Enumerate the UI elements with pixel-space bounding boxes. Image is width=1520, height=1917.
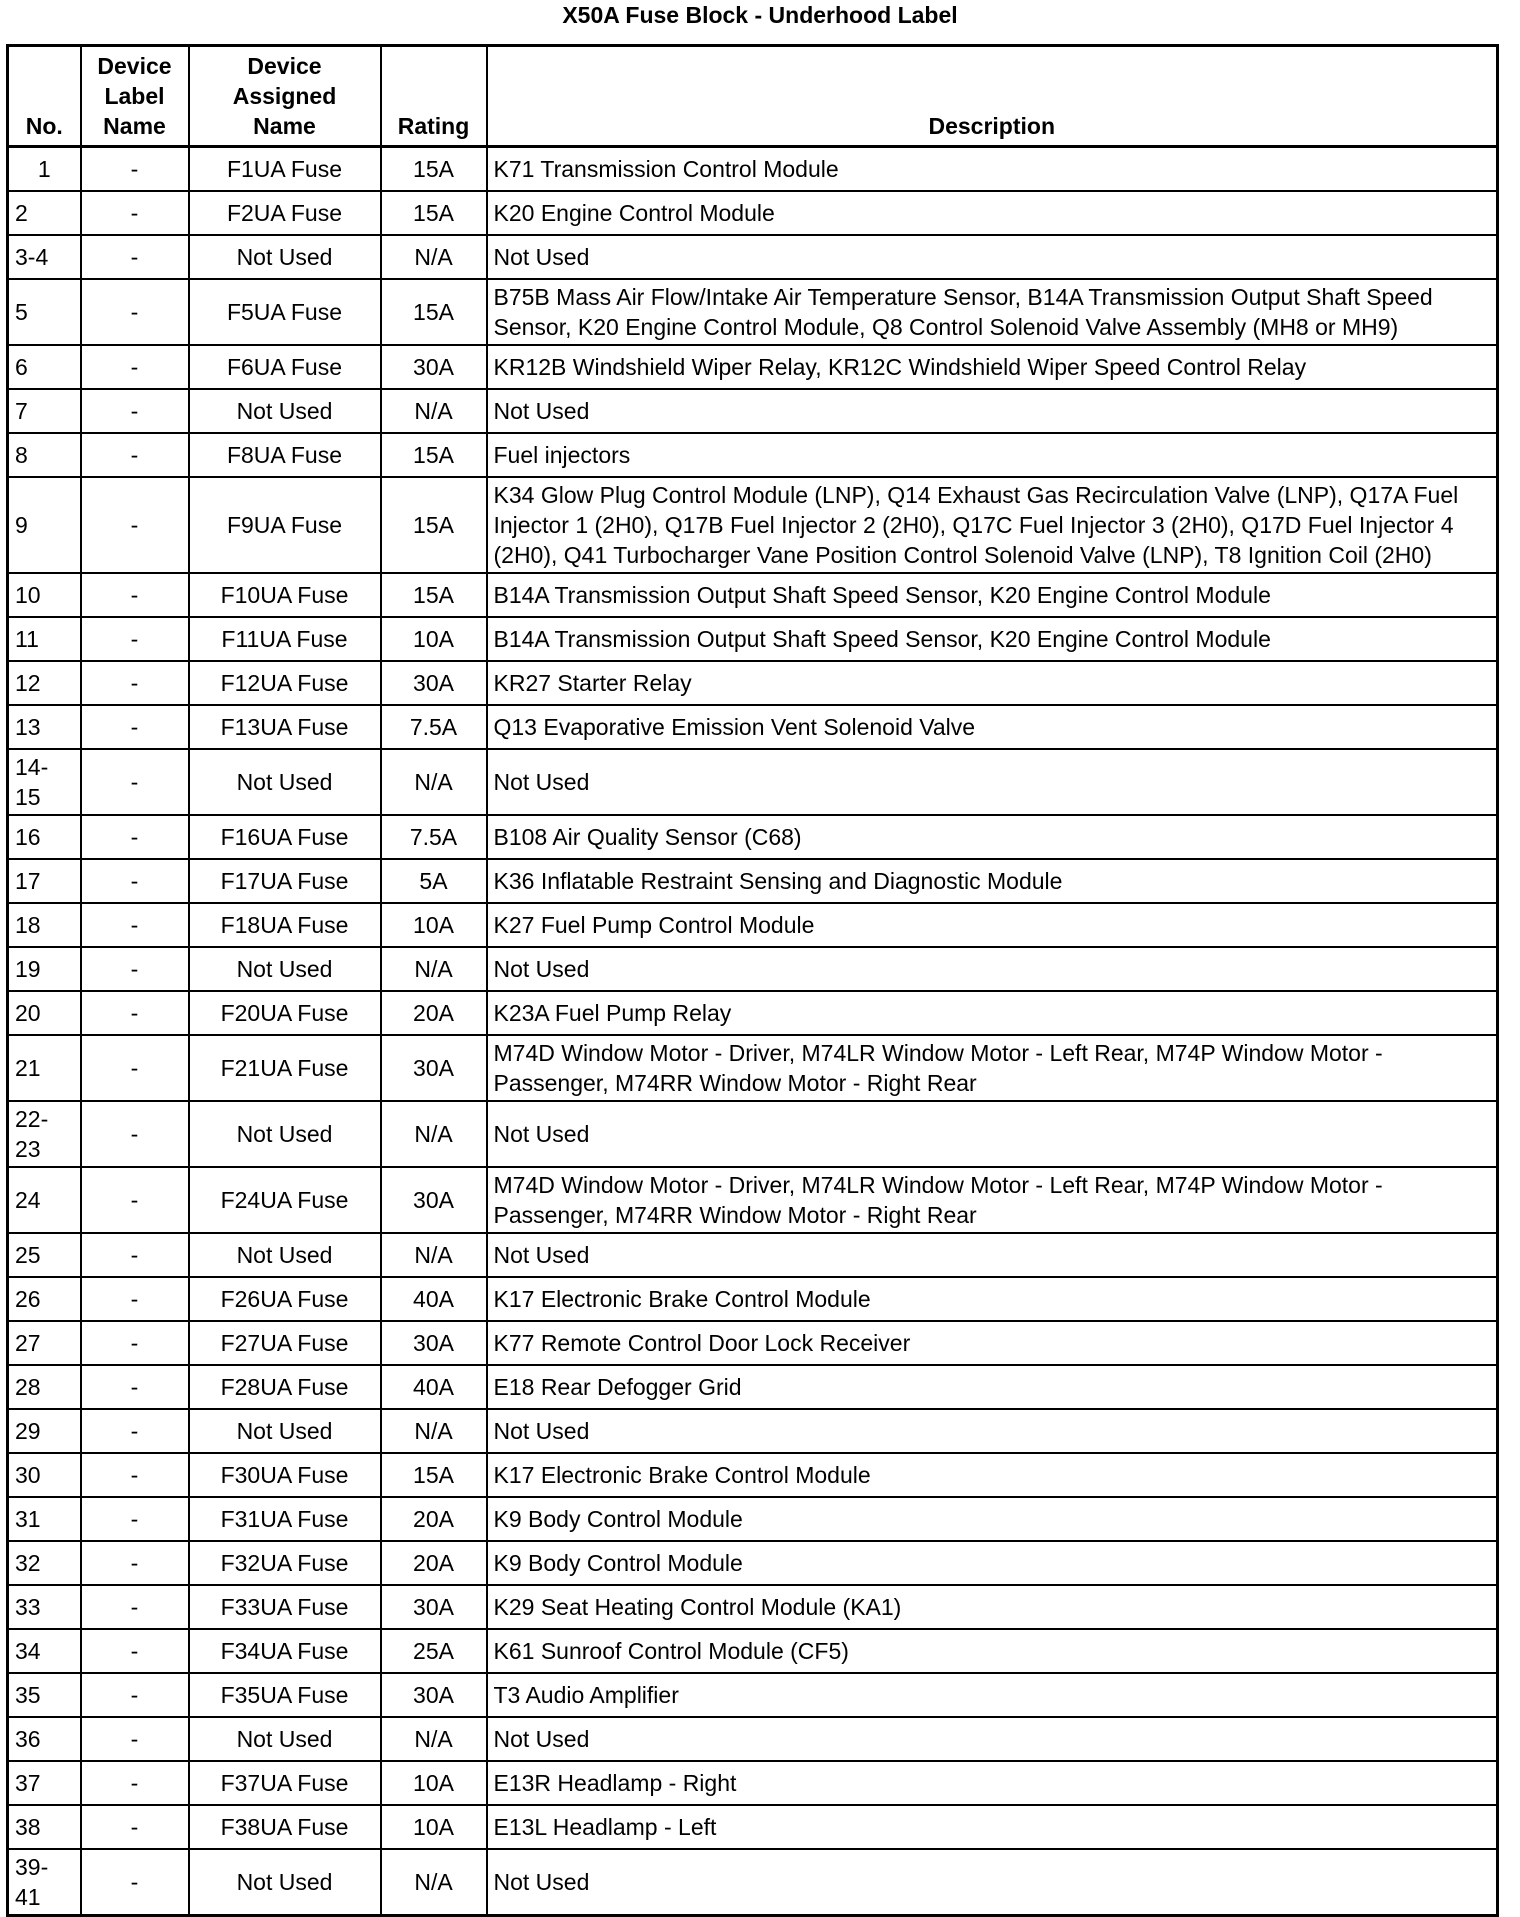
cell-description: Not Used bbox=[487, 749, 1498, 815]
cell-no: 37 bbox=[8, 1761, 81, 1805]
table-row bbox=[8, 1629, 1498, 1673]
cell-no: 17 bbox=[8, 859, 81, 903]
table-row bbox=[8, 1541, 1498, 1585]
cell-rating: 7.5A bbox=[381, 705, 487, 749]
cell-no: 8 bbox=[8, 433, 81, 477]
table-row bbox=[8, 991, 1498, 1035]
col-header-rating: Rating bbox=[381, 46, 487, 147]
cell-device-label-name: - bbox=[81, 1321, 189, 1365]
cell-device-assigned-name: Not Used bbox=[189, 749, 381, 815]
cell-device-assigned-name: Not Used bbox=[189, 947, 381, 991]
table-row bbox=[8, 947, 1498, 991]
cell-device-label-name: - bbox=[81, 1365, 189, 1409]
cell-device-label-name: - bbox=[81, 279, 189, 345]
cell-no: 18 bbox=[8, 903, 81, 947]
cell-device-label-name: - bbox=[81, 1673, 189, 1717]
cell-rating: N/A bbox=[381, 1409, 487, 1453]
cell-description: K71 Transmission Control Module bbox=[487, 147, 1498, 192]
table-row bbox=[8, 1497, 1498, 1541]
cell-no: 26 bbox=[8, 1277, 81, 1321]
cell-device-label-name: - bbox=[81, 1101, 189, 1167]
cell-device-assigned-name: F31UA Fuse bbox=[189, 1497, 381, 1541]
header-row bbox=[8, 46, 1498, 147]
cell-rating: 10A bbox=[381, 617, 487, 661]
table-row bbox=[8, 705, 1498, 749]
cell-device-assigned-name: F37UA Fuse bbox=[189, 1761, 381, 1805]
cell-device-label-name: - bbox=[81, 661, 189, 705]
cell-description: Fuel injectors bbox=[487, 433, 1498, 477]
cell-device-label-name: - bbox=[81, 345, 189, 389]
table-row bbox=[8, 749, 1498, 815]
cell-device-label-name: - bbox=[81, 1717, 189, 1761]
cell-no: 10 bbox=[8, 573, 81, 617]
cell-device-assigned-name: F26UA Fuse bbox=[189, 1277, 381, 1321]
cell-description: K27 Fuel Pump Control Module bbox=[487, 903, 1498, 947]
cell-rating: 15A bbox=[381, 279, 487, 345]
table-row bbox=[8, 903, 1498, 947]
cell-device-label-name: - bbox=[81, 235, 189, 279]
cell-no: 22-23 bbox=[8, 1101, 81, 1167]
cell-description: K36 Inflatable Restraint Sensing and Diagnostic Module bbox=[487, 859, 1498, 903]
cell-device-assigned-name: Not Used bbox=[189, 1101, 381, 1167]
cell-no: 29 bbox=[8, 1409, 81, 1453]
cell-device-label-name: - bbox=[81, 1453, 189, 1497]
cell-rating: 10A bbox=[381, 1761, 487, 1805]
table-row bbox=[8, 1321, 1498, 1365]
cell-device-label-name: - bbox=[81, 991, 189, 1035]
cell-description: E13R Headlamp - Right bbox=[487, 1761, 1498, 1805]
cell-description: M74D Window Motor - Driver, M74LR Window Motor - Left Rear, M74P Window Motor - Passenger, M74RR Window Motor - Right Rear bbox=[487, 1035, 1498, 1101]
cell-description: Not Used bbox=[487, 1849, 1498, 1916]
cell-rating: 30A bbox=[381, 1321, 487, 1365]
cell-device-assigned-name: F20UA Fuse bbox=[189, 991, 381, 1035]
cell-device-assigned-name: F33UA Fuse bbox=[189, 1585, 381, 1629]
cell-description: Not Used bbox=[487, 1717, 1498, 1761]
cell-device-label-name: - bbox=[81, 1585, 189, 1629]
cell-rating: 15A bbox=[381, 147, 487, 192]
cell-device-assigned-name: F27UA Fuse bbox=[189, 1321, 381, 1365]
cell-description: K9 Body Control Module bbox=[487, 1541, 1498, 1585]
table-row bbox=[8, 191, 1498, 235]
cell-no: 30 bbox=[8, 1453, 81, 1497]
cell-no: 12 bbox=[8, 661, 81, 705]
table-row bbox=[8, 1035, 1498, 1101]
cell-device-assigned-name: Not Used bbox=[189, 1233, 381, 1277]
cell-device-assigned-name: F38UA Fuse bbox=[189, 1805, 381, 1849]
cell-device-label-name: - bbox=[81, 1035, 189, 1101]
cell-device-assigned-name: Not Used bbox=[189, 1717, 381, 1761]
table-row bbox=[8, 1365, 1498, 1409]
table-row bbox=[8, 1409, 1498, 1453]
table-row bbox=[8, 1717, 1498, 1761]
cell-device-assigned-name: F11UA Fuse bbox=[189, 617, 381, 661]
cell-device-label-name: - bbox=[81, 1497, 189, 1541]
table-row bbox=[8, 815, 1498, 859]
cell-description: KR12B Windshield Wiper Relay, KR12C Windshield Wiper Speed Control Relay bbox=[487, 345, 1498, 389]
cell-device-label-name: - bbox=[81, 1849, 189, 1916]
cell-no: 14-15 bbox=[8, 749, 81, 815]
cell-device-assigned-name: F8UA Fuse bbox=[189, 433, 381, 477]
cell-rating: 20A bbox=[381, 1541, 487, 1585]
cell-description: K17 Electronic Brake Control Module bbox=[487, 1277, 1498, 1321]
cell-device-label-name: - bbox=[81, 389, 189, 433]
cell-description: Not Used bbox=[487, 1233, 1498, 1277]
cell-rating: 30A bbox=[381, 661, 487, 705]
table-row bbox=[8, 617, 1498, 661]
cell-device-label-name: - bbox=[81, 1167, 189, 1233]
cell-description: Not Used bbox=[487, 1409, 1498, 1453]
table-row bbox=[8, 279, 1498, 345]
cell-description: Not Used bbox=[487, 1101, 1498, 1167]
cell-no: 39-41 bbox=[8, 1849, 81, 1916]
cell-rating: 15A bbox=[381, 433, 487, 477]
header-line: Device bbox=[247, 53, 322, 79]
cell-rating: 15A bbox=[381, 573, 487, 617]
cell-description: E13L Headlamp - Left bbox=[487, 1805, 1498, 1849]
cell-description: Not Used bbox=[487, 947, 1498, 991]
cell-rating: 5A bbox=[381, 859, 487, 903]
cell-no: 38 bbox=[8, 1805, 81, 1849]
cell-description: M74D Window Motor - Driver, M74LR Window Motor - Left Rear, M74P Window Motor - Passenger, M74RR Window Motor - Right Rear bbox=[487, 1167, 1498, 1233]
cell-no: 1 bbox=[8, 147, 81, 192]
cell-device-label-name: - bbox=[81, 1277, 189, 1321]
cell-device-assigned-name: F30UA Fuse bbox=[189, 1453, 381, 1497]
cell-rating: 10A bbox=[381, 903, 487, 947]
cell-description: Q13 Evaporative Emission Vent Solenoid Valve bbox=[487, 705, 1498, 749]
table-row bbox=[8, 859, 1498, 903]
cell-device-label-name: - bbox=[81, 815, 189, 859]
cell-description: K29 Seat Heating Control Module (KA1) bbox=[487, 1585, 1498, 1629]
cell-device-label-name: - bbox=[81, 617, 189, 661]
cell-no: 3-4 bbox=[8, 235, 81, 279]
cell-no: 20 bbox=[8, 991, 81, 1035]
header-line: Assigned bbox=[232, 83, 337, 109]
cell-no: 6 bbox=[8, 345, 81, 389]
cell-description: K34 Glow Plug Control Module (LNP), Q14 Exhaust Gas Recirculation Valve (LNP), Q17A Fuel Injector 1 (2H0), Q17B Fuel Injector 2 (2H0), Q17C Fuel Injector 3 (2H0), Q17D Fuel Injector 4 (2H0), Q41 Turbocharger Vane Position Control Solenoid Valve (LNP), T8 Ignition Coil (2H0) bbox=[487, 477, 1498, 573]
cell-description: K9 Body Control Module bbox=[487, 1497, 1498, 1541]
col-header-device-assigned-name bbox=[189, 46, 381, 147]
cell-device-assigned-name: Not Used bbox=[189, 1409, 381, 1453]
cell-device-label-name: - bbox=[81, 705, 189, 749]
cell-device-assigned-name: F34UA Fuse bbox=[189, 1629, 381, 1673]
cell-rating: N/A bbox=[381, 1849, 487, 1916]
col-header-no: No. bbox=[8, 46, 81, 147]
cell-no: 16 bbox=[8, 815, 81, 859]
cell-device-assigned-name: Not Used bbox=[189, 235, 381, 279]
cell-description: Not Used bbox=[487, 235, 1498, 279]
cell-device-assigned-name: F24UA Fuse bbox=[189, 1167, 381, 1233]
col-header-device-label-name bbox=[81, 46, 189, 147]
table-body bbox=[8, 147, 1498, 1916]
cell-no: 31 bbox=[8, 1497, 81, 1541]
cell-description: B14A Transmission Output Shaft Speed Sensor, K20 Engine Control Module bbox=[487, 617, 1498, 661]
cell-rating: 20A bbox=[381, 1497, 487, 1541]
cell-no: 5 bbox=[8, 279, 81, 345]
table-row bbox=[8, 345, 1498, 389]
cell-description: K61 Sunroof Control Module (CF5) bbox=[487, 1629, 1498, 1673]
cell-device-label-name: - bbox=[81, 573, 189, 617]
cell-device-assigned-name: F17UA Fuse bbox=[189, 859, 381, 903]
cell-rating: N/A bbox=[381, 749, 487, 815]
cell-device-label-name: - bbox=[81, 947, 189, 991]
cell-rating: N/A bbox=[381, 1101, 487, 1167]
cell-device-assigned-name: F18UA Fuse bbox=[189, 903, 381, 947]
cell-rating: 30A bbox=[381, 1167, 487, 1233]
cell-rating: N/A bbox=[381, 1233, 487, 1277]
cell-device-label-name: - bbox=[81, 859, 189, 903]
cell-device-label-name: - bbox=[81, 477, 189, 573]
table-row bbox=[8, 1277, 1498, 1321]
table-row bbox=[8, 433, 1498, 477]
cell-rating: 30A bbox=[381, 1673, 487, 1717]
cell-no: 9 bbox=[8, 477, 81, 573]
cell-device-label-name: - bbox=[81, 1233, 189, 1277]
table-row bbox=[8, 1761, 1498, 1805]
cell-device-assigned-name: F1UA Fuse bbox=[189, 147, 381, 192]
cell-rating: 10A bbox=[381, 1805, 487, 1849]
cell-description: B14A Transmission Output Shaft Speed Sensor, K20 Engine Control Module bbox=[487, 573, 1498, 617]
cell-rating: N/A bbox=[381, 947, 487, 991]
header-line: Device bbox=[97, 53, 172, 79]
cell-no: 27 bbox=[8, 1321, 81, 1365]
cell-device-assigned-name: F21UA Fuse bbox=[189, 1035, 381, 1101]
cell-description: B108 Air Quality Sensor (C68) bbox=[487, 815, 1498, 859]
cell-device-assigned-name: F10UA Fuse bbox=[189, 573, 381, 617]
cell-device-assigned-name: F16UA Fuse bbox=[189, 815, 381, 859]
cell-rating: 15A bbox=[381, 1453, 487, 1497]
cell-device-label-name: - bbox=[81, 903, 189, 947]
table-row bbox=[8, 477, 1498, 573]
header-line: Name bbox=[103, 113, 166, 139]
table-row bbox=[8, 1673, 1498, 1717]
cell-rating: 30A bbox=[381, 1035, 487, 1101]
table-row bbox=[8, 661, 1498, 705]
cell-no: 33 bbox=[8, 1585, 81, 1629]
cell-no: 36 bbox=[8, 1717, 81, 1761]
cell-no: 7 bbox=[8, 389, 81, 433]
cell-rating: 20A bbox=[381, 991, 487, 1035]
cell-no: 13 bbox=[8, 705, 81, 749]
cell-no: 21 bbox=[8, 1035, 81, 1101]
col-header-description: Description bbox=[487, 46, 1498, 147]
cell-device-label-name: - bbox=[81, 147, 189, 192]
cell-description: KR27 Starter Relay bbox=[487, 661, 1498, 705]
cell-device-assigned-name: Not Used bbox=[189, 1849, 381, 1916]
cell-device-assigned-name: F28UA Fuse bbox=[189, 1365, 381, 1409]
page-title: X50A Fuse Block - Underhood Label bbox=[562, 2, 958, 28]
table-row bbox=[8, 1585, 1498, 1629]
cell-description: K23A Fuel Pump Relay bbox=[487, 991, 1498, 1035]
cell-rating: N/A bbox=[381, 235, 487, 279]
fuse-table bbox=[6, 44, 1499, 1917]
cell-device-label-name: - bbox=[81, 1409, 189, 1453]
table-row bbox=[8, 1233, 1498, 1277]
cell-device-label-name: - bbox=[81, 433, 189, 477]
cell-rating: 40A bbox=[381, 1365, 487, 1409]
cell-device-assigned-name: Not Used bbox=[189, 389, 381, 433]
cell-rating: N/A bbox=[381, 1717, 487, 1761]
table-row bbox=[8, 147, 1498, 192]
cell-description: Not Used bbox=[487, 389, 1498, 433]
cell-no: 28 bbox=[8, 1365, 81, 1409]
table-row bbox=[8, 1849, 1498, 1916]
cell-no: 25 bbox=[8, 1233, 81, 1277]
cell-no: 32 bbox=[8, 1541, 81, 1585]
cell-rating: 30A bbox=[381, 1585, 487, 1629]
table-header bbox=[8, 46, 1498, 147]
table-row bbox=[8, 1805, 1498, 1849]
cell-device-label-name: - bbox=[81, 1541, 189, 1585]
cell-rating: 15A bbox=[381, 191, 487, 235]
cell-no: 19 bbox=[8, 947, 81, 991]
header-line: Label bbox=[104, 83, 165, 109]
cell-device-assigned-name: F32UA Fuse bbox=[189, 1541, 381, 1585]
cell-description: T3 Audio Amplifier bbox=[487, 1673, 1498, 1717]
cell-rating: 40A bbox=[381, 1277, 487, 1321]
cell-description: K77 Remote Control Door Lock Receiver bbox=[487, 1321, 1498, 1365]
cell-no: 2 bbox=[8, 191, 81, 235]
cell-device-label-name: - bbox=[81, 191, 189, 235]
header-line: Name bbox=[253, 113, 316, 139]
cell-device-label-name: - bbox=[81, 1805, 189, 1849]
cell-device-assigned-name: F35UA Fuse bbox=[189, 1673, 381, 1717]
cell-rating: 15A bbox=[381, 477, 487, 573]
cell-rating: 7.5A bbox=[381, 815, 487, 859]
cell-description: K20 Engine Control Module bbox=[487, 191, 1498, 235]
cell-description: B75B Mass Air Flow/Intake Air Temperature Sensor, B14A Transmission Output Shaft Speed Sensor, K20 Engine Control Module, Q8 Control Solenoid Valve Assembly (MH8 or MH9) bbox=[487, 279, 1498, 345]
cell-device-label-name: - bbox=[81, 1761, 189, 1805]
cell-device-assigned-name: F9UA Fuse bbox=[189, 477, 381, 573]
table-row bbox=[8, 1453, 1498, 1497]
cell-no: 34 bbox=[8, 1629, 81, 1673]
cell-no: 24 bbox=[8, 1167, 81, 1233]
cell-no: 35 bbox=[8, 1673, 81, 1717]
table-row bbox=[8, 573, 1498, 617]
cell-device-assigned-name: F2UA Fuse bbox=[189, 191, 381, 235]
cell-rating: N/A bbox=[381, 389, 487, 433]
cell-no: 11 bbox=[8, 617, 81, 661]
cell-device-label-name: - bbox=[81, 1629, 189, 1673]
table-row bbox=[8, 389, 1498, 433]
cell-rating: 30A bbox=[381, 345, 487, 389]
table-row bbox=[8, 1101, 1498, 1167]
table-row bbox=[8, 1167, 1498, 1233]
cell-rating: 25A bbox=[381, 1629, 487, 1673]
table-row bbox=[8, 235, 1498, 279]
cell-device-assigned-name: F6UA Fuse bbox=[189, 345, 381, 389]
cell-description: K17 Electronic Brake Control Module bbox=[487, 1453, 1498, 1497]
cell-device-label-name: - bbox=[81, 749, 189, 815]
cell-device-assigned-name: F5UA Fuse bbox=[189, 279, 381, 345]
cell-device-assigned-name: F13UA Fuse bbox=[189, 705, 381, 749]
cell-device-assigned-name: F12UA Fuse bbox=[189, 661, 381, 705]
cell-description: E18 Rear Defogger Grid bbox=[487, 1365, 1498, 1409]
